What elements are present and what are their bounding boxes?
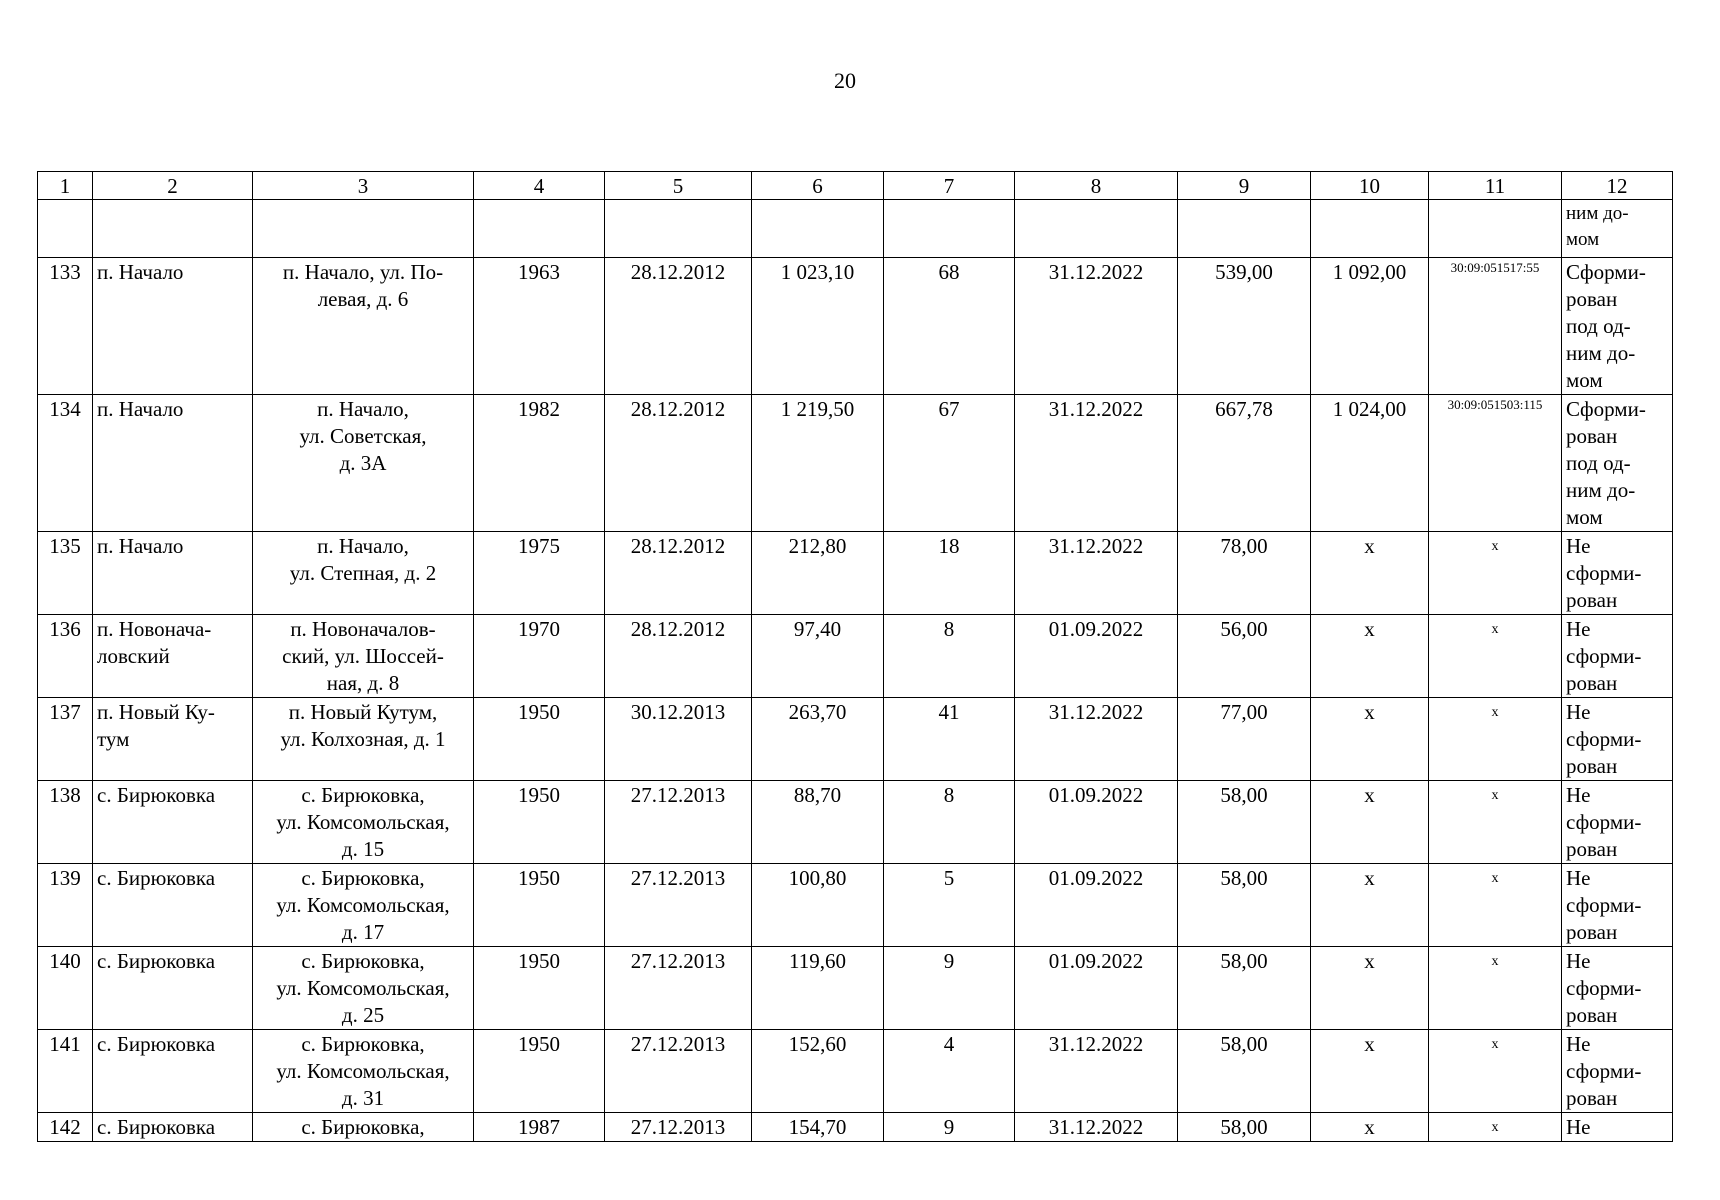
column-number: 7 <box>884 172 1015 200</box>
value9-cell: 539,00 <box>1178 258 1311 395</box>
year-cell: 1950 <box>474 781 605 864</box>
table-row <box>38 698 1673 781</box>
deadline-cell: 31.12.2022 <box>1015 1030 1178 1113</box>
value10-cell: х <box>1311 947 1429 1030</box>
value10-cell: 1 092,00 <box>1311 258 1429 395</box>
cadastral-cell: х <box>1429 615 1562 698</box>
value9-cell: 58,00 <box>1178 1030 1311 1113</box>
settlement-cell: с. Бирюковка <box>93 1113 253 1142</box>
cadastral-cell: х <box>1429 698 1562 781</box>
value10-cell: х <box>1311 698 1429 781</box>
status-cell: Не сформи- рован <box>1562 698 1673 781</box>
settlement-cell: с. Бирюковка <box>93 1030 253 1113</box>
settlement-cell: п. Начало <box>93 258 253 395</box>
table-row <box>38 615 1673 698</box>
address-cell: с. Бирюковка, ул. Комсомольская, д. 25 <box>253 947 474 1030</box>
row-number-cell: 138 <box>38 781 93 864</box>
value10-cell: х <box>1311 532 1429 615</box>
row-number-cell: 142 <box>38 1113 93 1142</box>
residents-cell: 18 <box>884 532 1015 615</box>
value10-cell: 1 024,00 <box>1311 395 1429 532</box>
column-number: 4 <box>474 172 605 200</box>
table-row <box>38 947 1673 1030</box>
address-cell: п. Начало, ул. По- левая, д. 6 <box>253 258 474 395</box>
column-number: 2 <box>93 172 253 200</box>
table-row <box>38 864 1673 947</box>
deadline-cell: 31.12.2022 <box>1015 395 1178 532</box>
year-cell: 1950 <box>474 698 605 781</box>
row-number-cell: 136 <box>38 615 93 698</box>
year-cell: 1963 <box>474 258 605 395</box>
value10-cell: х <box>1311 1113 1429 1142</box>
residents-cell: 5 <box>884 864 1015 947</box>
area-cell: 100,80 <box>752 864 884 947</box>
table-row <box>38 781 1673 864</box>
area-cell: 97,40 <box>752 615 884 698</box>
column-number: 11 <box>1429 172 1562 200</box>
row-number-cell: 139 <box>38 864 93 947</box>
empty-cell <box>752 200 884 258</box>
residents-cell: 9 <box>884 947 1015 1030</box>
year-cell: 1975 <box>474 532 605 615</box>
settlement-cell: п. Новонача- ловский <box>93 615 253 698</box>
status-cell: Не сформи- рован <box>1562 781 1673 864</box>
column-number: 1 <box>38 172 93 200</box>
date-cell: 27.12.2013 <box>605 1113 752 1142</box>
settlement-cell: с. Бирюковка <box>93 781 253 864</box>
date-cell: 27.12.2013 <box>605 947 752 1030</box>
residents-cell: 68 <box>884 258 1015 395</box>
area-cell: 263,70 <box>752 698 884 781</box>
area-cell: 152,60 <box>752 1030 884 1113</box>
column-number: 8 <box>1015 172 1178 200</box>
status-cell: Не сформи- рован <box>1562 864 1673 947</box>
date-cell: 28.12.2012 <box>605 532 752 615</box>
value10-cell: х <box>1311 864 1429 947</box>
column-number-row <box>38 172 1673 200</box>
value9-cell: 667,78 <box>1178 395 1311 532</box>
area-cell: 212,80 <box>752 532 884 615</box>
area-cell: 154,70 <box>752 1113 884 1142</box>
address-cell: п. Новоначалов- ский, ул. Шоссей- ная, д. 8 <box>253 615 474 698</box>
value10-cell: х <box>1311 781 1429 864</box>
settlement-cell: п. Новый Ку- тум <box>93 698 253 781</box>
empty-cell <box>605 200 752 258</box>
address-cell: с. Бирюковка, ул. Комсомольская, д. 31 <box>253 1030 474 1113</box>
status-cell: Не сформи- рован <box>1562 947 1673 1030</box>
cadastral-cell: х <box>1429 864 1562 947</box>
deadline-cell: 31.12.2022 <box>1015 532 1178 615</box>
page-number: 20 <box>834 68 856 93</box>
continuation-status-cell <box>1562 200 1673 258</box>
value10-cell: х <box>1311 615 1429 698</box>
continuation-status-text: ним до- мом <box>1566 203 1629 250</box>
value10-cell: х <box>1311 1030 1429 1113</box>
cadastral-cell: х <box>1429 1030 1562 1113</box>
value9-cell: 58,00 <box>1178 781 1311 864</box>
row-number-cell: 140 <box>38 947 93 1030</box>
column-number: 12 <box>1562 172 1673 200</box>
column-number: 10 <box>1311 172 1429 200</box>
row-number-cell: 134 <box>38 395 93 532</box>
empty-cell <box>884 200 1015 258</box>
row-number-cell: 133 <box>38 258 93 395</box>
column-number: 5 <box>605 172 752 200</box>
deadline-cell: 01.09.2022 <box>1015 781 1178 864</box>
year-cell: 1950 <box>474 1030 605 1113</box>
empty-cell <box>38 200 93 258</box>
row-number-cell: 141 <box>38 1030 93 1113</box>
value9-cell: 58,00 <box>1178 947 1311 1030</box>
settlement-cell: п. Начало <box>93 395 253 532</box>
empty-cell <box>253 200 474 258</box>
area-cell: 119,60 <box>752 947 884 1030</box>
cadastral-cell: х <box>1429 532 1562 615</box>
value9-cell: 77,00 <box>1178 698 1311 781</box>
column-number: 9 <box>1178 172 1311 200</box>
deadline-cell: 31.12.2022 <box>1015 258 1178 395</box>
empty-cell <box>1311 200 1429 258</box>
date-cell: 28.12.2012 <box>605 395 752 532</box>
residents-cell: 8 <box>884 781 1015 864</box>
deadline-cell: 01.09.2022 <box>1015 947 1178 1030</box>
address-cell: с. Бирюковка, ул. Комсомольская, д. 15 <box>253 781 474 864</box>
year-cell: 1987 <box>474 1113 605 1142</box>
year-cell: 1950 <box>474 864 605 947</box>
address-cell: п. Начало, ул. Степная, д. 2 <box>253 532 474 615</box>
status-cell: Не сформи- рован <box>1562 532 1673 615</box>
deadline-cell: 01.09.2022 <box>1015 615 1178 698</box>
status-cell: Не сформи- рован <box>1562 1030 1673 1113</box>
table-row <box>38 1030 1673 1113</box>
housing-registry-table <box>37 171 1673 1142</box>
column-number: 6 <box>752 172 884 200</box>
cadastral-cell: х <box>1429 947 1562 1030</box>
value9-cell: 56,00 <box>1178 615 1311 698</box>
status-cell: Сформи- рован под од- ним до- мом <box>1562 258 1673 395</box>
residents-cell: 8 <box>884 615 1015 698</box>
cadastral-cell: 30:09:051503:115 <box>1429 395 1562 532</box>
column-number: 3 <box>253 172 474 200</box>
table-row <box>38 532 1673 615</box>
residents-cell: 4 <box>884 1030 1015 1113</box>
date-cell: 27.12.2013 <box>605 1030 752 1113</box>
empty-cell <box>1015 200 1178 258</box>
row-number-cell: 135 <box>38 532 93 615</box>
residents-cell: 41 <box>884 698 1015 781</box>
address-cell: п. Начало, ул. Советская, д. 3А <box>253 395 474 532</box>
area-cell: 1 219,50 <box>752 395 884 532</box>
cadastral-cell: х <box>1429 781 1562 864</box>
date-cell: 30.12.2013 <box>605 698 752 781</box>
settlement-cell: с. Бирюковка <box>93 864 253 947</box>
year-cell: 1950 <box>474 947 605 1030</box>
row-number-cell: 137 <box>38 698 93 781</box>
status-cell: Не <box>1562 1113 1673 1142</box>
status-cell: Не сформи- рован <box>1562 615 1673 698</box>
continuation-row <box>38 200 1673 258</box>
date-cell: 27.12.2013 <box>605 781 752 864</box>
date-cell: 28.12.2012 <box>605 615 752 698</box>
empty-cell <box>1178 200 1311 258</box>
cadastral-cell: 30:09:051517:55 <box>1429 258 1562 395</box>
table-row <box>38 1113 1673 1142</box>
address-cell: с. Бирюковка, <box>253 1113 474 1142</box>
table-row <box>38 258 1673 395</box>
deadline-cell: 31.12.2022 <box>1015 1113 1178 1142</box>
value9-cell: 58,00 <box>1178 864 1311 947</box>
address-cell: п. Новый Кутум, ул. Колхозная, д. 1 <box>253 698 474 781</box>
residents-cell: 67 <box>884 395 1015 532</box>
area-cell: 1 023,10 <box>752 258 884 395</box>
settlement-cell: с. Бирюковка <box>93 947 253 1030</box>
year-cell: 1970 <box>474 615 605 698</box>
empty-cell <box>474 200 605 258</box>
table-row <box>38 395 1673 532</box>
area-cell: 88,70 <box>752 781 884 864</box>
settlement-cell: п. Начало <box>93 532 253 615</box>
cadastral-cell: х <box>1429 1113 1562 1142</box>
residents-cell: 9 <box>884 1113 1015 1142</box>
date-cell: 27.12.2013 <box>605 864 752 947</box>
value9-cell: 58,00 <box>1178 1113 1311 1142</box>
deadline-cell: 01.09.2022 <box>1015 864 1178 947</box>
address-cell: с. Бирюковка, ул. Комсомольская, д. 17 <box>253 864 474 947</box>
year-cell: 1982 <box>474 395 605 532</box>
date-cell: 28.12.2012 <box>605 258 752 395</box>
empty-cell <box>1429 200 1562 258</box>
value9-cell: 78,00 <box>1178 532 1311 615</box>
deadline-cell: 31.12.2022 <box>1015 698 1178 781</box>
status-cell: Сформи- рован под од- ним до- мом <box>1562 395 1673 532</box>
empty-cell <box>93 200 253 258</box>
